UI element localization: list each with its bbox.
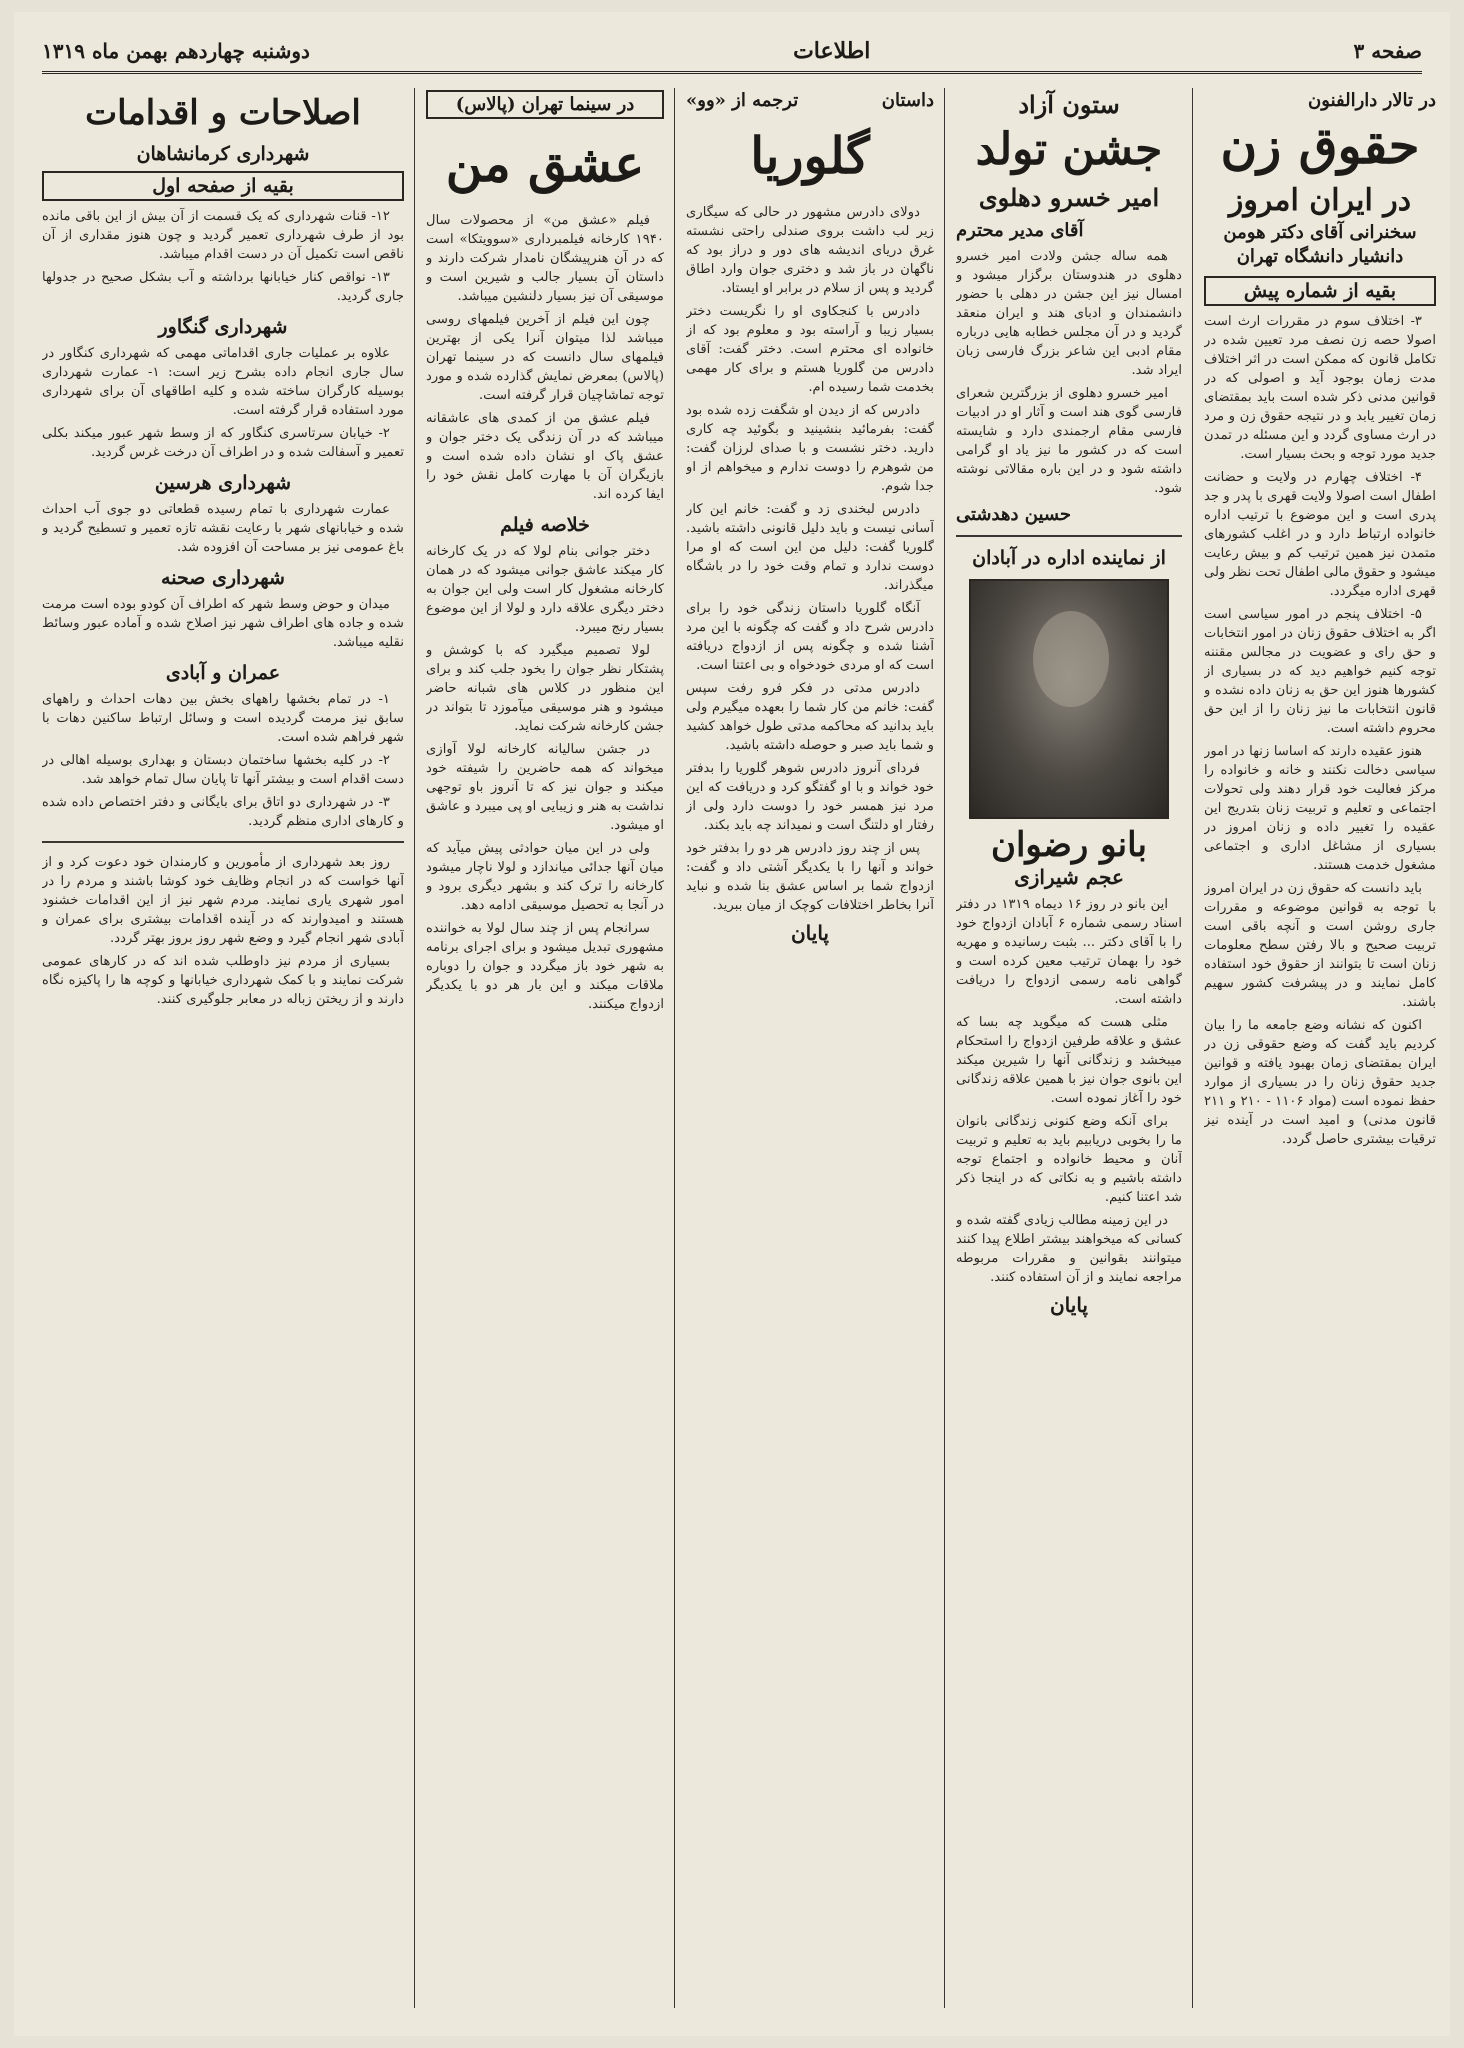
paragraph: دولای دادرس مشهور در حالی که سیگاری زیر لب داشت بروی صندلی راحتی نشسته غرق دریای اندیشه های دور و دراز بود که ناگهان در باز شد و دختری جوان وارد اطاق گردید و پس از سلام در برابر او ایستاد. xyxy=(686,204,934,296)
paragraph: دادرس که از دیدن او شگفت زده شده بود گفت: بفرمائید بنشینید و بگوئید چه کاری دارید. دختر نشست و با صدای لرزان گفت: من شوهرم را دوست ندارم و میخواهم از او جدا شوم. xyxy=(686,402,934,494)
subsection-heading: عمران و آبادی xyxy=(165,662,281,685)
salutation: آقای مدیر محترم xyxy=(956,219,1084,241)
divider xyxy=(956,535,1182,537)
article-deck: در ایران امروز xyxy=(1228,182,1412,218)
column-rule xyxy=(944,88,945,2008)
paragraph: ۳- اختلاف سوم در مقررات ارث است اصولا حصه زن نصف مرد تعیین شده در تکامل قانون که ممکن است در اثر اختلاف مدت زمان بوجود آید و اصولی که در قوانین مدنی ذکر شده است باید بمقتضای زمان تغییر یابد و در نتیجه حقوق زن و مرد در ارث مساوی گردد و این مسئله در تمدن جدید مورد توجه و بحث بسیار است. xyxy=(1204,313,1436,462)
paragraph: هنوز عقیده دارند که اساسا زنها در امور سیاسی دخالت نکنند و خانه و خانواده را مرکز فعالیت خود قرار دهند ولی تحولات اجتماعی و تعلیم و تربیت زنان بتدریج این عقیده را تغییر داده و زنان امروز در بسیاری از مشاغل اداری و اجتماعی مشغول خدمت هستند. xyxy=(1204,743,1436,873)
paragraph: این بانو در روز ۱۶ دیماه ۱۳۱۹ در دفتر اسناد رسمی شماره ۶ آبادان ازدواج خود را با آقای دکتر ... بثبت رسانیده و مهریه خود را بهمان ترتیب معین کرده است و گواهی نامه رسمی ازدواج را دریافت داشته است. xyxy=(956,896,1182,1007)
paragraph: ۵- اختلاف پنجم در امور سیاسی است اگر به اختلاف حقوق زنان در امور انتخابات و حق رای و عضویت در مجالس مقننه توجه کنیم خواهیم دید که در بسیاری از کشورها هنوز این حق به زنان داده نشده و قانون انتخابات ما نیز زنان را از این حق محروم داشته است. xyxy=(1204,606,1436,736)
photo-caption-name: بانو رضوان xyxy=(991,824,1147,865)
paragraph: ۱۳- نواقص کنار خیابانها برداشته و آب بشکل صحیح در جدولها جاری گردید. xyxy=(42,270,404,305)
paragraph: لولا تصمیم میگیرد که با کوشش و پشتکار نظر جوان را بخود جلب کند و برای این منظور در کلاس های شبانه حاضر میشود و هنر موسیقی میآموزد تا بتواند در جشن کارخانه شرکت نماید. xyxy=(426,642,664,734)
article-body xyxy=(42,853,404,1009)
paragraph: فیلم «عشق من» از محصولات سال ۱۹۴۰ کارخانه فیلمبرداری «سوویتکا» است که در آن هنرپیشگان نامدار شرکت دارند و داستان آن بسیار جالب و شیرین است و موسیقی آن نیز بسیار دلنشین میباشد. xyxy=(426,212,664,304)
review-body xyxy=(426,211,664,504)
paragraph: پس از چند روز دادرس هر دو را بدفتر خود خواند و آنها را با یکدیگر آشتی داد و گفت: ازدواج شما بر اساس عشق بنا شده و نباید آنرا بخاطر اختلافات کوچک از میان ببرید. xyxy=(686,840,934,913)
paragraph: برای آنکه وضع کنونی زندگانی بانوان ما را بخوبی دریابیم باید به تعلیم و تربیت آنان و محیط خانواده و اجتماع توجه داشته باشیم و به نکاتی که در اینجا ذکر شد اعتنا کنیم. xyxy=(956,1113,1182,1205)
paragraph: عمارت شهرداری با تمام رسیده قطعاتی دو جوی آب احداث شده و خیابانهای شهر با رعایت نقشه تازه تعمیر و تسطیح گردید و باغ عمومی نیز بر مساحت آن افزوده شد. xyxy=(42,502,404,556)
subsection-heading: شهرداری صحنه xyxy=(161,567,285,590)
signature: حسین دهدشتی xyxy=(956,503,1072,525)
review-headline: عشق من xyxy=(445,134,645,193)
portrait-photo xyxy=(969,579,1169,819)
paragraph: بسیاری از مردم نیز داوطلب شده اند که در کارهای عمومی شرکت نمایند و با کمک شهرداری خیابانها و کوچه ها را پاکیزه نگاه دارند و از ریختن زباله در معابر جلوگیری کنند. xyxy=(42,954,404,1008)
paragraph: سرانجام پس از چند سال لولا به خواننده مشهوری تبدیل میشود و برای اجرای برنامه به شهر خود باز میگردد و جوان را دوباره ملاقات میکند و این بار هر دو با یکدیگر ازدواج میکنند. xyxy=(426,920,664,1012)
column-rule xyxy=(414,88,415,2008)
paragraph: فیلم عشق من از کمدی های عاشقانه میباشد که در آن زندگی یک دختر جوان و عشق پاک او نشان داده شده است و بازیگران آن با مهارت کامل نقش خود را ایفا کرده اند. xyxy=(426,410,664,502)
article-body xyxy=(1204,312,1436,1149)
column-rule xyxy=(674,88,675,2008)
paragraph: در این زمینه مطالب زیادی گفته شده و کسانی که میخواهند بیشتر اطلاع پیدا کنند میتوانند بقوانین و مقررات مربوطه مراجعه نمایند و از آن استفاده کنند. xyxy=(956,1212,1182,1285)
article-body xyxy=(42,344,404,462)
paragraph: ۱۲- قنات شهرداری که یک قسمت از آن بیش از این باقی مانده بود از طرف شهرداری تعمیر گردید و چون هنوز مقداری از آن ناقص است تکمیل آن در دست اقدام میباشد. xyxy=(42,209,404,263)
paragraph: علاوه بر عملیات جاری اقداماتی مهمی که شهرداری کنگاور در سال جاری انجام داده بشرح زیر است: ۱- عمارت شهرداری بوسیله کارگران ساخته شده و کلیه اطاقهای آن برای شهرداری مورد استفاده قرار گرفته است. xyxy=(42,346,404,419)
end-mark: پایان xyxy=(1049,1292,1088,1317)
review-kicker: در سینما تهران (پالاس) xyxy=(426,90,664,119)
end-mark: پایان xyxy=(790,920,829,945)
article-deck: امیر خسرو دهلوی xyxy=(978,182,1160,212)
article-speaker: سخنرانی آقای دکتر هومن xyxy=(1223,222,1417,243)
paragraph: دادرس لبخندی زد و گفت: خانم این کار آسانی نیست و باید دلیل قانونی داشته باشید. گلوریا گفت: دلیل من این است که او مرا دوست ندارد و تمام وقت خود را در باشگاه میگذراند. xyxy=(686,501,934,593)
photo-caption-sub: عجم شیرازی xyxy=(1014,864,1124,889)
continued-note: بقیه از شماره پیش xyxy=(1204,276,1436,306)
paragraph: ۲- خیابان سرتاسری کنگاور که از وسط شهر عبور میکند بکلی تعمیر و آسفالت شده و در اطراف آن درخت غرس گردید. xyxy=(42,426,404,461)
page-number: صفحه ۳ xyxy=(1353,38,1422,63)
section-heading: از نماینده اداره در آبادان xyxy=(972,546,1166,569)
article-free-column xyxy=(956,88,1182,2018)
article-body xyxy=(42,690,404,831)
paragraph: روز بعد شهرداری از مأمورین و کارمندان خود دعوت کرد و از آنها خواست که در انجام وظایف خود کوشا باشند و مردم را در امور شهری یاری نمایند. مردم شهر نیز از این اقدامات خشنود هستند و امیدوارند که در آینده اقدامات بیشتری برای عمران و آبادی شهر انجام گیرد و وضع شهر روز بروز بهتر گردد. xyxy=(42,855,404,947)
subsection-heading: شهرداری کرمانشاهان xyxy=(136,143,310,166)
paragraph: چون این فیلم از آخرین فیلمهای روسی میباشد لذا میتوان آنرا یکی از بهترین فیلمهای سال دانست که در سینما تهران (پالاس) بمعرض نمایش گذارده شده و مورد توجه تماشاچیان قرار گرفته است. xyxy=(426,311,664,403)
masthead xyxy=(42,30,1422,74)
paragraph: باید دانست که حقوق زن در ایران امروز با توجه به قوانین موضوعه و مقررات جاری روشن است و آنچه باقی است تربیت صحیح و بالا رفتن سطح معلومات زنان است تا بتوانند از حقوق خود استفاده کامل نمایند و در پیشرفت کشور سهیم باشند. xyxy=(1204,880,1436,1010)
paragraph: دادرس با کنجکاوی او را نگریست دختر بسیار زیبا و آراسته بود و معلوم بود که از خانواده ای محترم است. دختر گفت: آقای دادرس من گلوریا هستم و برای کار مهمی بخدمت شما رسیده ام. xyxy=(686,303,934,395)
paragraph: فردای آنروز دادرس شوهر گلوریا را بدفتر خود خواند و با او گفتگو کرد و دریافت که این مرد نیز همسر خود را دوست دارد ولی از رفتار او دلتنگ است و نمیداند چه باید بکند. xyxy=(686,760,934,833)
summary-body xyxy=(426,542,664,1014)
story-headline: گلوریا xyxy=(750,126,870,185)
article-body xyxy=(956,247,1182,498)
continued-note: بقیه از صفحه اول xyxy=(42,171,404,201)
story-kickers xyxy=(686,88,934,113)
paragraph: ولی در این میان حوادثی پیش میآید که میان آنها جدائی میاندازد و لولا ناچار میشود کارخانه را ترک کند و بشهر دیگری برود و در آنجا به تحصیل موسیقی ادامه دهد. xyxy=(426,840,664,913)
story-source: ترجمه از «وو» xyxy=(686,90,799,111)
summary-heading: خلاصه فیلم xyxy=(500,513,590,536)
paragraph: دختر جوانی بنام لولا که در یک کارخانه کار میکند عاشق جوانی میشود که در همان کارخانه مشغول کار است ولی این جوان به دختر دیگری علاقه دارد و لولا از این موضوع بسیار رنج میبرد. xyxy=(426,543,664,635)
story-kicker: داستان xyxy=(881,90,934,111)
issue-date: دوشنبه چهاردهم بهمن ماه ۱۳۱۹ xyxy=(42,38,310,63)
story-gloria xyxy=(686,88,934,2018)
article-headline: اصلاحات و اقدامات xyxy=(85,93,361,133)
article-body xyxy=(956,895,1182,1287)
paragraph: آنگاه گلوریا داستان زندگی خود را برای دادرس شرح داد و گفت که چگونه با این مرد آشنا شده و چگونه پس از ازدواج دریافته است که او مردی خودخواه و بی اعتنا است. xyxy=(686,600,934,673)
column-rule xyxy=(1192,88,1193,2008)
divider xyxy=(42,841,404,843)
paragraph: مثلی هست که میگوید چه بسا که عشق و علاقه طرفین ازدواج را استحکام میبخشد و زندگانی آنها را شیرین میکند این بانوی جوان نیز با همین علاقه زندگانی خود را آغاز نموده است. xyxy=(956,1014,1182,1106)
story-body xyxy=(686,203,934,915)
article-headline: حقوق زن xyxy=(1220,116,1420,175)
paragraph: ۱- در تمام بخشها راههای بخش بین دهات احداث و راههای سابق نیز مرمت گردیده است و وسائل ارتباط ساکنین دهات با شهر فراهم شده است. xyxy=(42,692,404,746)
paragraph: ۲- در کلیه بخشها ساختمان دبستان و بهداری بوسیله اهالی در دست اقدام است و بیشتر آنها تا پایان سال تمام خواهد شد. xyxy=(42,753,404,788)
article-body xyxy=(42,500,404,557)
article-body xyxy=(42,595,404,652)
paragraph: میدان و حوض وسط شهر که اطراف آن کودو بوده است مرمت شده و جاده های اطراف شهر نیز اصلاح شده و آماده عبور وسائط نقلیه میباشد. xyxy=(42,597,404,651)
paragraph: ۳- در شهرداری دو اتاق برای بایگانی و دفتر اختصاص داده شده و کارهای اداری منظم گردید. xyxy=(42,795,404,830)
subsection-heading: شهرداری هرسین xyxy=(154,472,292,495)
article-kicker: در تالار دارالفنون xyxy=(1308,90,1436,111)
article-womens-rights xyxy=(1204,88,1436,2018)
article-body xyxy=(42,207,404,306)
article-reforms xyxy=(42,88,404,2018)
column-kicker: ستون آزاد xyxy=(1018,90,1120,119)
article-headline: جشن تولد xyxy=(975,124,1163,175)
newspaper-page xyxy=(14,12,1450,2036)
paragraph: اکنون که نشانه وضع جامعه ما را بیان کردیم باید گفت که وضع حقوقی زن در ایران بمقتضای زمان بهبود یافته و قوانین جدید حقوق زنان را در بسیاری از موارد حفظ نموده است (مواد ۱۱۰۶ - ۲۱۰ و ۲۱۱ قانون مدنی) و امید است در آینده نیز ترقیات بیشتری حاصل گردد. xyxy=(1204,1017,1436,1147)
paper-name: اطلاعات xyxy=(793,37,871,64)
film-review-my-love xyxy=(426,88,664,2018)
paragraph: در جشن سالیانه کارخانه لولا آوازی میخواند که همه حاضرین را شیفته خود میکند و جوان نیز که تا آنروز باو توجهی نداشت به هنر و زیبایی او پی میبرد و عاشق او میشود. xyxy=(426,741,664,833)
paragraph: همه ساله جشن ولادت امیر خسرو دهلوی در هندوستان برگزار میشود و امسال نیز این جشن در دهلی با حضور دانشمندان و ادبای هند و ایران منعقد گردید و در آن مجلس خطابه هایی درباره مقام ادبی این شاعر بزرگ فارسی زبان ایراد شد. xyxy=(956,248,1182,378)
paragraph: امیر خسرو دهلوی از بزرگترین شعرای فارسی گوی هند است و آثار او در ادبیات فارسی مقام ارجمندی دارد و شایسته است که در کشور ما نیز یاد او گرامی داشته شود و در این باره مقالاتی نوشته شود. xyxy=(956,385,1182,496)
paragraph: ۴- اختلاف چهارم در ولایت و حضانت اطفال است اصولا ولایت قهری با پدر و جد پدری است و این موضوع با ترتیب اداره خانواده ارتباط دارد و در اغلب کشورهای متمدن نیز همین ترتیب کم و بیش رعایت میشود و حقوق مالی اطفال تحت نظر ولی قهری اداره میگردد. xyxy=(1204,469,1436,599)
article-institution: دانشیار دانشگاه تهران xyxy=(1236,246,1404,268)
paragraph: دادرس مدتی در فکر فرو رفت سپس گفت: خانم من کار شما را بعهده میگیرم ولی باید بدانید که محاکمه مدتی طول خواهد کشید و شما باید صبر و حوصله داشته باشید. xyxy=(686,680,934,753)
subsection-heading: شهرداری گنگاور xyxy=(158,316,288,339)
